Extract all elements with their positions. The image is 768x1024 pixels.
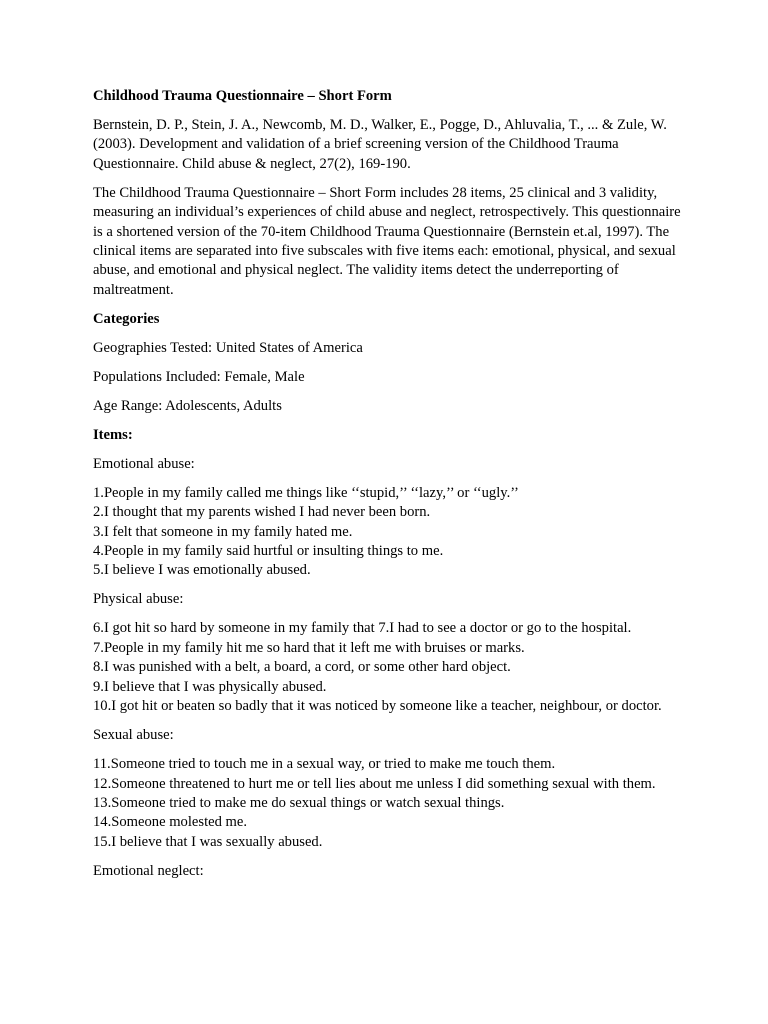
items-heading: Items: (93, 426, 133, 443)
description: The Childhood Trauma Questionnaire – Short Form includes 28 items, 25 clinical and 3 validity, measuring an individual’s experiences of child abuse and neglect, retrospectively. This questionnaire is a shortened version of the 70-item Childhood Trauma Questionnaire (Bernstein et.al, 1997). The clinical items are separated into five subscales with five items each: emotional, physical, and sexual abuse, and emotional and physical neglect. The validity items detect the underreporting of maltreatment. (93, 184, 681, 298)
list-item: 3.I felt that someone in my family hated me. (93, 523, 353, 540)
geographies-tested: Geographies Tested: United States of America (93, 339, 363, 356)
section-heading-emotional-neglect: Emotional neglect: (93, 862, 204, 879)
categories-heading: Categories (93, 310, 160, 327)
item-list-physical-abuse (93, 619, 683, 716)
list-item: 14.Someone molested me. (93, 814, 248, 831)
list-item: 1.People in my family called me things like ‘‘stupid,’’ ‘‘lazy,’’ or ‘‘ugly.’’ (93, 484, 519, 501)
list-item: 13.Someone tried to make me do sexual things or watch sexual things. (93, 794, 505, 811)
list-item: 9.I believe that I was physically abused. (93, 678, 327, 695)
list-item: 12.Someone threatened to hurt me or tell lies about me unless I did something sexual with them. (93, 775, 656, 792)
populations-included: Populations Included: Female, Male (93, 368, 305, 385)
list-item: 6.I got hit so hard by someone in my family that 7.I had to see a doctor or go to the hospital. (93, 620, 632, 637)
age-range: Age Range: Adolescents, Adults (93, 397, 282, 414)
item-list-sexual-abuse (93, 755, 683, 852)
section-heading-emotional-abuse: Emotional abuse: (93, 455, 195, 472)
list-item: 11.Someone tried to touch me in a sexual way, or tried to make me touch them. (93, 756, 556, 773)
list-item: 15.I believe that I was sexually abused. (93, 833, 323, 850)
citation: Bernstein, D. P., Stein, J. A., Newcomb, M. D., Walker, E., Pogge, D., Ahluvalia, T., ... & Zule, W. (2003). Development and validation of a brief screening version of the Childhood Trauma Questionnaire. Child abuse & neglect, 27(2), 169-190. (93, 117, 667, 172)
section-heading-physical-abuse: Physical abuse: (93, 591, 184, 608)
list-item: 8.I was punished with a belt, a board, a cord, or some other hard object. (93, 659, 511, 676)
document-title: Childhood Trauma Questionnaire – Short Form (93, 88, 392, 104)
list-item: 4.People in my family said hurtful or insulting things to me. (93, 543, 444, 560)
list-item: 5.I believe I was emotionally abused. (93, 562, 311, 579)
document-page (93, 87, 683, 891)
list-item: 10.I got hit or beaten so badly that it was noticed by someone like a teacher, neighbour, or doctor. (93, 698, 662, 715)
section-heading-sexual-abuse: Sexual abuse: (93, 727, 174, 744)
list-item: 2.I thought that my parents wished I had never been born. (93, 504, 431, 521)
item-list-emotional-abuse (93, 484, 683, 581)
list-item: 7.People in my family hit me so hard that it left me with bruises or marks. (93, 639, 525, 656)
